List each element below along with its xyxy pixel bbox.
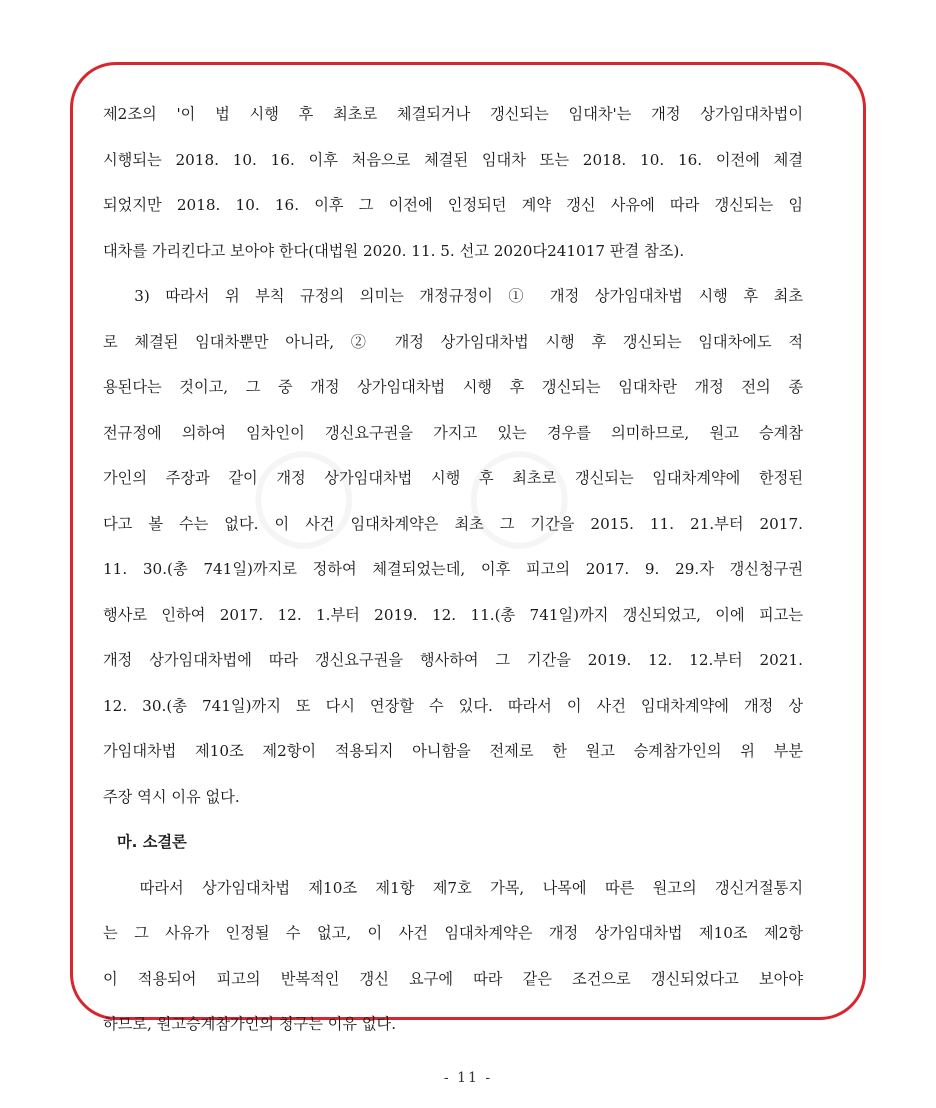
text-line: 3) 따라서 위 부칙 규정의 의미는 개정규정이 ① 개정 상가임대차법 시행 후 최초 xyxy=(103,287,803,305)
text-line: 11. 30.(총 741일)까지로 정하여 체결되었는데, 이후 피고의 2017. 9. 29.자 갱신청구권 xyxy=(103,560,803,578)
text-line: 가인의 주장과 같이 개정 상가임대차법 시행 후 최초로 갱신되는 임대차계약에 한정된 xyxy=(103,469,803,487)
text-line: 다고 볼 수는 없다. 이 사건 임대차계약은 최초 그 기간을 2015. 11. 21.부터 2017. xyxy=(103,514,803,533)
text-line: 제2조의 '이 법 시행 후 최초로 체결되거나 갱신되는 임대차'는 개정 상가임대차법이 xyxy=(103,105,803,123)
section-heading: 마. 소결론 xyxy=(117,833,187,851)
text-line: 이 적용되어 피고의 반복적인 갱신 요구에 따라 같은 조건으로 갱신되었다고 보아야 xyxy=(103,969,803,988)
text-line: 전규정에 의하여 임차인이 갱신요구권을 가지고 있는 경우를 의미하므로, 원고 승계참 xyxy=(103,423,803,442)
page-number: - 11 - xyxy=(443,1070,493,1086)
text-line: 하므로, 원고승계참가인의 청구는 이유 없다. xyxy=(103,1015,397,1033)
text-line: 로 체결된 임대차뿐만 아니라, ② 개정 상가임대차법 시행 후 갱신되는 임대차에도 적 xyxy=(103,332,803,351)
text-line: 되었지만 2018. 10. 16. 이후 그 이전에 인정되던 계약 갱신 사유에 따라 갱신되는 임 xyxy=(103,196,803,214)
text-line: 행사로 인하여 2017. 12. 1.부터 2019. 12. 11.(총 741일)까지 갱신되었고, 이에 피고는 xyxy=(103,605,803,624)
text-line: 따라서 상가임대차법 제10조 제1항 제7호 가목, 나목에 따른 원고의 갱신거절통지 xyxy=(103,878,803,897)
text-line: 주장 역시 이유 없다. xyxy=(103,787,240,806)
text-line: 가임대차법 제10조 제2항이 적용되지 아니함을 전제로 한 원고 승계참가인의 위 부분 xyxy=(103,742,803,760)
text-line: 12. 30.(총 741일)까지 또 다시 연장할 수 있다. 따라서 이 사건 임대차계약에 개정 상 xyxy=(103,696,803,715)
text-line: 개정 상가임대차법에 따라 갱신요구권을 행사하여 그 기간을 2019. 12. 12.부터 2021. xyxy=(103,651,803,669)
text-line: 시행되는 2018. 10. 16. 이후 처음으로 체결된 임대차 또는 2018. 10. 16. 이전에 체결 xyxy=(103,150,803,169)
text-line: 대차를 가리킨다고 보아야 한다(대법원 2020. 11. 5. 선고 2020다241017 판결 참조). xyxy=(103,241,685,260)
document-body xyxy=(103,98,803,1054)
text-line: 는 그 사유가 인정될 수 없고, 이 사건 임대차계약은 개정 상가임대차법 제10조 제2항 xyxy=(103,924,803,942)
text-line: 용된다는 것이고, 그 중 개정 상가임대차법 시행 후 갱신되는 임대차란 개정 전의 종 xyxy=(103,378,803,396)
